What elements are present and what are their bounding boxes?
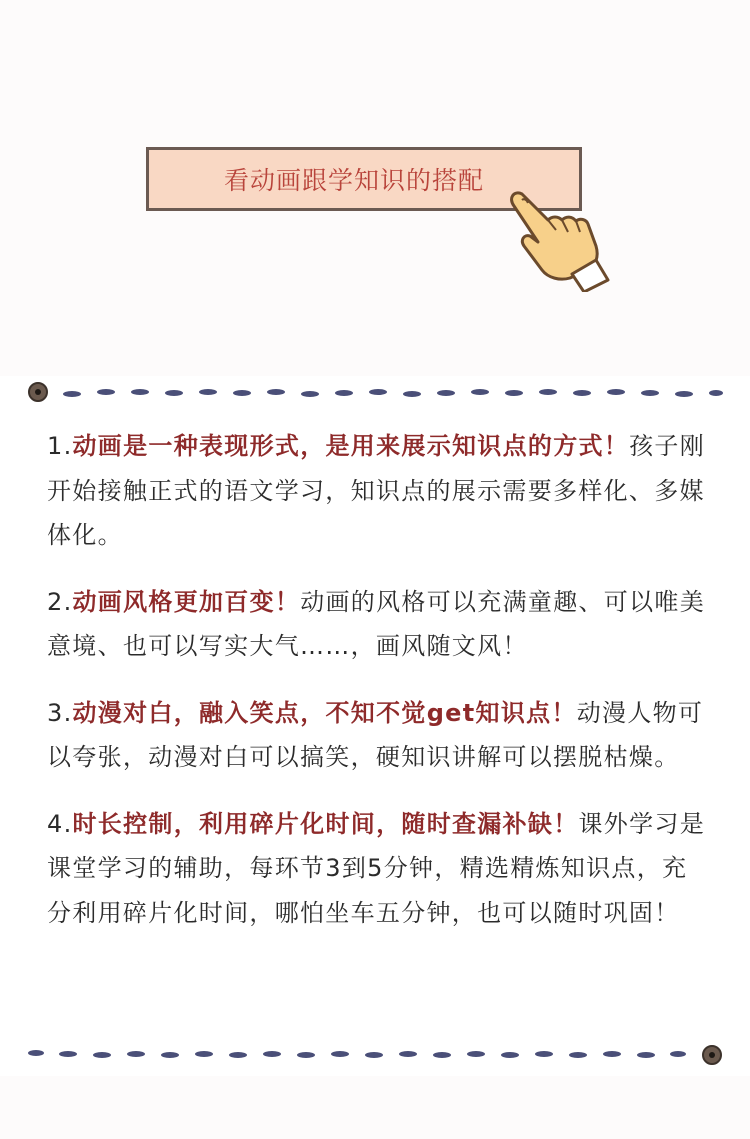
paragraph-highlight: 动漫对白，融入笑点，不知不觉get知识点！ (72, 698, 577, 727)
dashed-divider-top (0, 380, 750, 404)
paragraph-3 (47, 691, 707, 780)
pointing-hand-icon (500, 186, 610, 292)
paragraph-text: 动漫人物可以夸张，动漫对白可以搞笑，硬知识讲解可以摆脱枯燥。 (47, 698, 704, 771)
paragraph-number: 4. (47, 809, 73, 838)
paragraph-number: 1. (47, 432, 73, 460)
paragraph-text: 课外学习是课堂学习的辅助，每环节3到5分钟，精选精炼知识点，充分利用碎片化时间，哪怕坐车五分钟，也可以随时巩固！ (47, 809, 705, 927)
paragraph-number: 2. (47, 587, 73, 616)
article-body (47, 424, 707, 957)
paragraph-1 (47, 424, 707, 558)
paragraph-text: 动画的风格可以充满童趣、可以唯美意境、也可以写实大气……，画风随文风！ (47, 587, 706, 660)
banner-title: 看动画跟学知识的搭配 (223, 166, 484, 195)
dashed-divider-bottom (0, 1043, 750, 1067)
paragraph-highlight: 动画是一种表现形式，是用来展示知识点的方式！ (72, 432, 630, 460)
paragraph-highlight: 动画风格更加百变！ (72, 587, 301, 616)
paragraph-text: 孩子刚开始接触正式的语文学习，知识点的展示需要多样化、多媒体化。 (47, 432, 706, 549)
paragraph-highlight: 时长控制，利用碎片化时间，随时查漏补缺！ (72, 809, 579, 838)
paragraph-2 (47, 580, 707, 669)
paragraph-4 (47, 802, 707, 936)
paragraph-number: 3. (47, 698, 73, 727)
